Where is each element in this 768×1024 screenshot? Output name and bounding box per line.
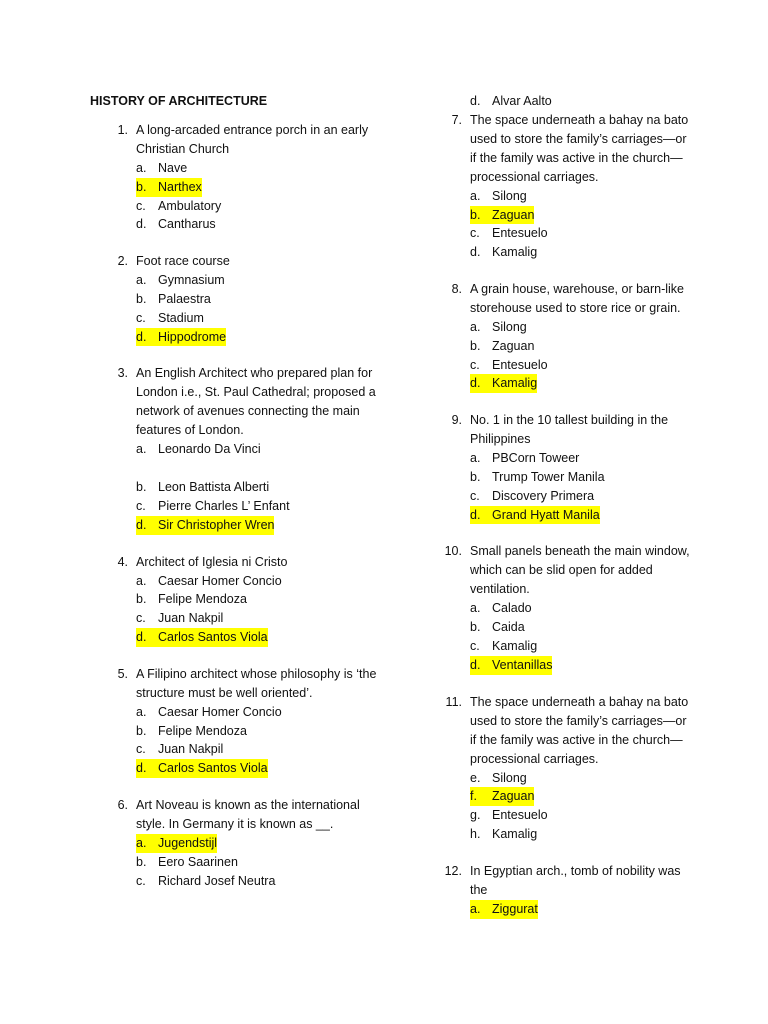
option-text: Jugendstijl	[158, 834, 217, 853]
option-text: Carlos Santos Viola	[158, 628, 268, 647]
right-question-list	[424, 111, 694, 919]
question-number: 6.	[117, 797, 128, 812]
answer-option	[90, 740, 380, 759]
option-text: Entesuelo	[492, 808, 548, 823]
option-letter: c.	[470, 638, 480, 653]
option-text: Kamalig	[492, 245, 538, 260]
option-letter: a.	[136, 273, 147, 288]
answer-option-highlighted	[90, 628, 380, 647]
question-11	[424, 693, 694, 844]
question-text: In Egyptian arch., tomb of nobility was the	[470, 863, 681, 897]
option-letter: f.	[470, 787, 492, 806]
question-number: 11.	[445, 694, 462, 709]
option-text: Narthex	[158, 178, 202, 197]
question-6	[90, 796, 380, 890]
option-text: Silong	[492, 188, 527, 203]
question-stem	[90, 252, 380, 271]
option-text: PBCorn Toweer	[492, 451, 580, 466]
answer-option	[90, 215, 380, 234]
answer-option-highlighted	[424, 206, 694, 225]
question-5	[90, 665, 380, 778]
answer-option	[424, 187, 694, 206]
question-stem	[424, 693, 694, 769]
question-text: The space underneath a bahay na bato used to store the family’s carriages—or if the family was active in the church—processional carriages.	[470, 112, 689, 184]
option-letter: a.	[136, 834, 158, 853]
option-text: Juan Nakpil	[158, 742, 224, 757]
option-text: Felipe Mendoza	[158, 592, 247, 607]
question-9	[424, 411, 694, 524]
option-text: Leonardo Da Vinci	[158, 442, 261, 457]
option-letter: d.	[470, 94, 481, 108]
question-number: 4.	[117, 554, 128, 569]
question-number: 7.	[451, 112, 462, 127]
option-letter: b.	[136, 723, 147, 738]
option-text: Caida	[492, 620, 525, 635]
option-letter: b.	[136, 291, 147, 306]
answer-option	[90, 290, 380, 309]
question-number: 8.	[451, 281, 462, 296]
option-text: Trump Tower Manila	[492, 469, 605, 484]
question-number: 9.	[451, 413, 462, 428]
option-letter: d.	[136, 628, 158, 647]
option-text: Richard Josef Neutra	[158, 873, 276, 888]
question-stem	[90, 665, 380, 703]
question-10	[424, 542, 694, 674]
left-column	[90, 92, 380, 890]
option-letter: d.	[470, 656, 492, 675]
question-gap	[424, 675, 694, 693]
answer-option	[424, 637, 694, 656]
answer-option-highlighted	[90, 834, 380, 853]
question-7	[424, 111, 694, 262]
option-text: Kamalig	[492, 826, 538, 841]
option-letter: d.	[136, 516, 158, 535]
question-stem	[90, 121, 380, 159]
answer-option	[90, 572, 380, 591]
option-letter: c.	[136, 742, 146, 757]
option-text: Cantharus	[158, 217, 216, 232]
option-text: Sir Christopher Wren	[158, 516, 274, 535]
option-letter: d.	[470, 245, 481, 260]
option-letter: a.	[136, 704, 147, 719]
option-letter: d.	[136, 328, 158, 347]
question-stem	[90, 796, 380, 834]
answer-option	[424, 825, 694, 844]
option-text: Ventanillas	[492, 656, 552, 675]
answer-option	[424, 318, 694, 337]
option-letter: c.	[136, 611, 146, 626]
continued-option	[424, 92, 694, 111]
option-letter: g.	[470, 808, 481, 823]
option-text: Gymnasium	[158, 273, 225, 288]
answer-option	[90, 609, 380, 628]
answer-option-highlighted	[90, 516, 380, 535]
option-text: Juan Nakpil	[158, 611, 224, 626]
option-text: Felipe Mendoza	[158, 723, 247, 738]
question-gap	[424, 524, 694, 542]
answer-option	[424, 337, 694, 356]
question-number: 3.	[117, 366, 128, 381]
option-text: Kamalig	[492, 638, 538, 653]
option-text: Ambulatory	[158, 198, 222, 213]
question-stem	[424, 411, 694, 449]
option-text: Eero Saarinen	[158, 854, 238, 869]
answer-option	[90, 872, 380, 891]
answer-option	[424, 769, 694, 788]
option-letter: c.	[470, 357, 480, 372]
answer-option-highlighted	[424, 787, 694, 806]
question-number: 5.	[117, 666, 128, 681]
question-8	[424, 280, 694, 393]
question-gap	[90, 647, 380, 665]
option-letter: e.	[470, 770, 481, 785]
option-letter: c.	[470, 488, 480, 503]
answer-option-highlighted	[424, 506, 694, 525]
answer-option-highlighted	[424, 900, 694, 919]
option-letter: a.	[470, 601, 481, 616]
question-text: A Filipino architect whose philosophy is ‘the structure must be well oriented’.	[136, 666, 377, 700]
question-gap	[90, 778, 380, 796]
answer-option	[90, 590, 380, 609]
question-stem	[424, 280, 694, 318]
option-letter: b.	[136, 592, 147, 607]
option-text: Grand Hyatt Manila	[492, 506, 600, 525]
question-number: 2.	[117, 254, 128, 269]
answer-option-highlighted	[424, 656, 694, 675]
answer-option	[424, 618, 694, 637]
question-text: Architect of Iglesia ni Cristo	[136, 554, 288, 569]
option-text: Zaguan	[492, 787, 534, 806]
option-letter: c.	[470, 226, 480, 241]
question-gap	[90, 346, 380, 364]
option-text: Entesuelo	[492, 226, 548, 241]
option-letter: a.	[470, 900, 492, 919]
option-letter: b.	[136, 480, 147, 495]
option-text: Kamalig	[492, 374, 537, 393]
option-letter: c.	[136, 310, 146, 325]
option-letter: c.	[136, 873, 146, 888]
answer-option	[90, 159, 380, 178]
answer-option	[424, 356, 694, 375]
answer-option	[424, 243, 694, 262]
option-text: Palaestra	[158, 291, 211, 306]
option-text: Entesuelo	[492, 357, 548, 372]
question-gap	[424, 262, 694, 280]
option-letter: a.	[136, 161, 147, 175]
question-number: 10.	[444, 544, 462, 559]
answer-option	[90, 703, 380, 722]
question-number: 12.	[444, 863, 462, 878]
option-text: Caesar Homer Concio	[158, 704, 282, 719]
question-text: The space underneath a bahay na bato used to store the family’s carriages—or if the family was active in the church—processional carriages.	[470, 694, 689, 766]
question-stem	[90, 553, 380, 572]
answer-option	[424, 449, 694, 468]
option-letter: b.	[136, 178, 158, 197]
question-12	[424, 862, 694, 919]
option-text: Silong	[492, 770, 527, 785]
question-gap	[90, 535, 380, 553]
option-text: Alvar Aalto	[492, 94, 552, 108]
option-text: Pierre Charles L’ Enfant	[158, 498, 290, 513]
blank-line	[90, 459, 380, 478]
answer-option	[90, 271, 380, 290]
document-title: HISTORY OF ARCHITECTURE	[90, 94, 268, 108]
answer-option	[90, 478, 380, 497]
question-text: Foot race course	[136, 254, 230, 269]
answer-option	[424, 468, 694, 487]
option-text: Silong	[492, 319, 527, 334]
option-letter: a.	[470, 188, 481, 203]
option-text: Zaguan	[492, 206, 534, 225]
question-stem	[424, 542, 694, 599]
question-gap	[424, 844, 694, 862]
question-gap	[90, 234, 380, 252]
question-text: A grain house, warehouse, or barn-like storehouse used to store rice or grain.	[470, 281, 685, 315]
option-text: Carlos Santos Viola	[158, 759, 268, 778]
question-text: Art Noveau is known as the international style. In Germany it is known as __.	[136, 797, 360, 831]
answer-option	[424, 224, 694, 243]
question-text: A long-arcaded entrance porch in an early Christian Church	[136, 123, 369, 156]
option-letter: a.	[470, 451, 481, 466]
right-column	[424, 92, 694, 919]
question-gap	[424, 393, 694, 411]
answer-option	[90, 197, 380, 216]
question-text: Small panels beneath the main window, which can be slid open for added ventilation.	[470, 544, 690, 597]
answer-option	[90, 722, 380, 741]
option-letter: d.	[470, 506, 492, 525]
option-text: Calado	[492, 601, 532, 616]
answer-option	[90, 440, 380, 459]
answer-option	[90, 853, 380, 872]
answer-option	[90, 309, 380, 328]
option-letter: d.	[470, 374, 492, 393]
option-letter: d.	[136, 217, 147, 232]
option-text: Hippodrome	[158, 328, 226, 347]
question-4	[90, 553, 380, 647]
question-number: 1.	[117, 123, 128, 137]
option-text: Discovery Primera	[492, 488, 595, 503]
question-2	[90, 252, 380, 346]
question-3	[90, 364, 380, 534]
option-letter: b.	[470, 469, 481, 484]
answer-option-highlighted	[90, 759, 380, 778]
option-letter: h.	[470, 826, 481, 841]
option-text: Zaguan	[492, 338, 535, 353]
left-question-list	[90, 121, 380, 890]
option-letter: d.	[136, 759, 158, 778]
option-letter: a.	[136, 442, 147, 457]
option-letter: c.	[136, 498, 146, 513]
answer-option	[90, 497, 380, 516]
question-text: No. 1 in the 10 tallest building in the Philippines	[470, 413, 669, 447]
option-text: Caesar Homer Concio	[158, 573, 282, 588]
option-letter: a.	[470, 319, 481, 334]
option-text: Leon Battista Alberti	[158, 480, 270, 495]
answer-option	[424, 599, 694, 618]
answer-option-highlighted	[424, 374, 694, 393]
answer-option	[424, 487, 694, 506]
option-letter: b.	[470, 338, 481, 353]
option-letter: b.	[470, 620, 481, 635]
question-stem	[424, 111, 694, 187]
option-text: Ziggurat	[492, 900, 538, 919]
question-text: An English Architect who prepared plan for London i.e., St. Paul Cathedral; proposed a network of avenues connecting the main features of London.	[136, 366, 376, 438]
option-letter: a.	[136, 573, 147, 588]
option-text: Stadium	[158, 310, 204, 325]
answer-option-highlighted	[90, 178, 380, 197]
question-stem	[424, 862, 694, 900]
option-letter: c.	[136, 198, 146, 213]
option-letter: b.	[470, 206, 492, 225]
question-1	[90, 121, 380, 234]
answer-option-highlighted	[90, 328, 380, 347]
answer-option	[424, 806, 694, 825]
option-letter: b.	[136, 854, 147, 869]
option-text: Nave	[158, 161, 188, 175]
question-stem	[90, 364, 380, 440]
